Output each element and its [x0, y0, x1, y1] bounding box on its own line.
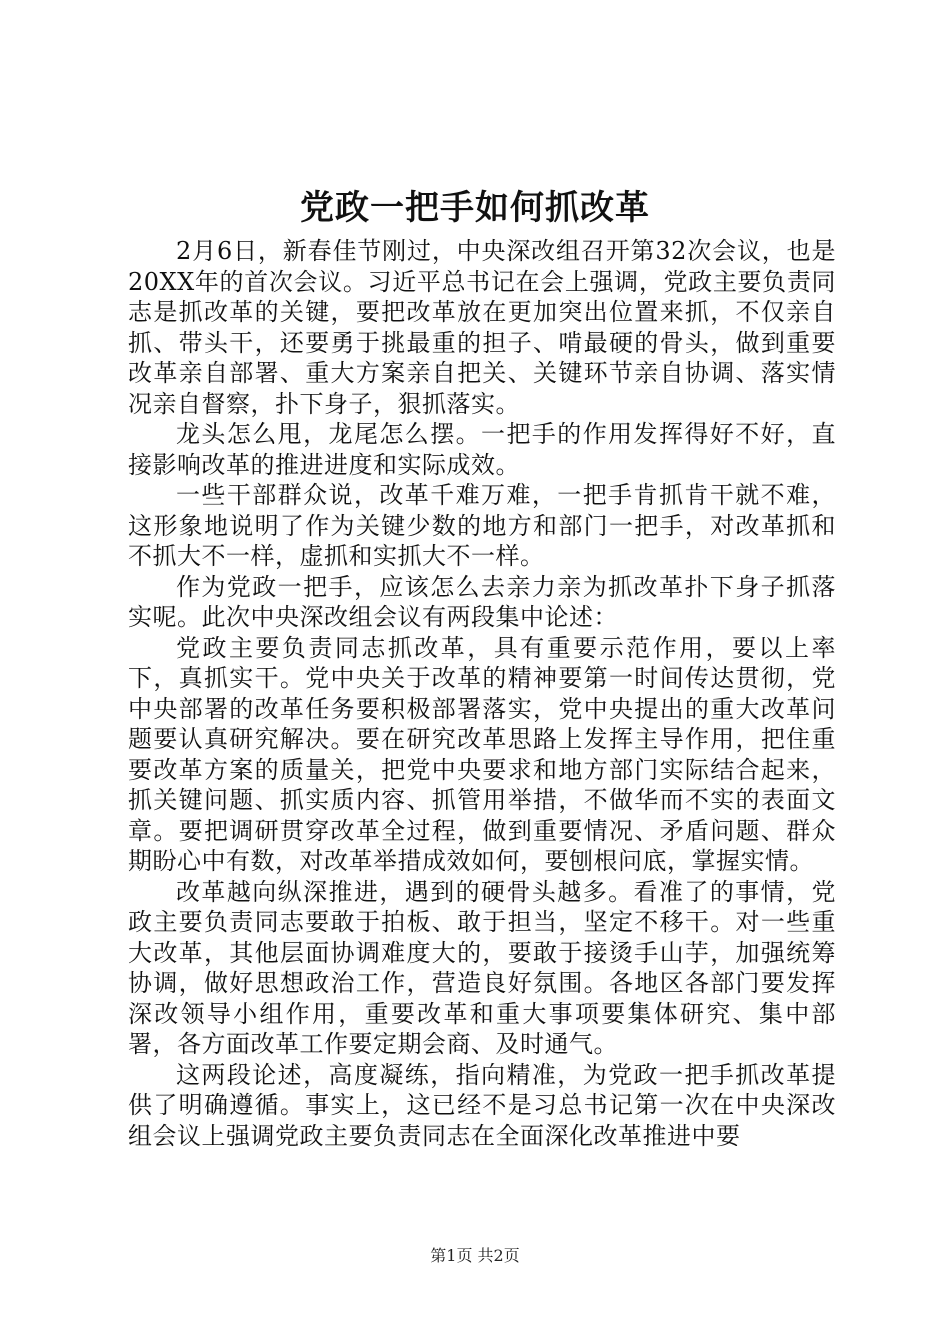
- paragraph: 党政主要负责同志抓改革，具有重要示范作用，要以上率下，真抓实干。党中央关于改革的精神要第一时间传达贯彻，党中央部署的改革任务要积极部署落实，党中央提出的重大改革问题要认真研究解决。要在研究改革思路上发挥主导作用，把住重要改革方案的质量关，把党中央要求和地方部门实际结合起来，抓关键问题、抓实质内容、抓管用举措，不做华而不实的表面文章。要把调研贯穿改革全过程，做到重要情况、矛盾问题、群众期盼心中有数，对改革举措成效如何，要刨根问底，掌握实情。: [128, 633, 836, 875]
- page-footer: 第1页 共2页: [430, 1246, 520, 1265]
- paragraph: 这两段论述，高度凝练，指向精准，为党政一把手抓改革提供了明确遵循。事实上，这已经不是习总书记第一次在中央深改组会议上强调党政主要负责同志在全面深化改革推进中要: [128, 1060, 836, 1150]
- paragraph: 2月6日，新春佳节刚过，中央深改组召开第32次会议，也是20XX年的首次会议。习近平总书记在会上强调，党政主要负责同志是抓改革的关键，要把改革放在更加突出位置来抓，不仅亲自抓、带头干，还要勇于挑最重的担子、啃最硬的骨头，做到重要改革亲自部署、重大方案亲自把关、关键环节亲自协调、落实情况亲自督察，扑下身子，狠抓落实。: [128, 237, 836, 418]
- document-body: [128, 236, 836, 1151]
- paragraph: 改革越向纵深推进，遇到的硬骨头越多。看准了的事情，党政主要负责同志要敢于拍板、敢于担当，坚定不移干。对一些重大改革，其他层面协调难度大的，要敢于接烫手山芋，加强统筹协调，做好思想政治工作，营造良好氛围。各地区各部门要发挥深改领导小组作用，重要改革和重大事项要集体研究、集中部署，各方面改革工作要定期会商、及时通气。: [128, 877, 836, 1058]
- paragraph: 龙头怎么甩，龙尾怎么摆。一把手的作用发挥得好不好，直接影响改革的推进进度和实际成效。: [128, 420, 836, 479]
- paragraph: 作为党政一把手，应该怎么去亲力亲为抓改革扑下身子抓落实呢。此次中央深改组会议有两段集中论述：: [128, 572, 836, 631]
- paragraph: 一些干部群众说，改革千难万难，一把手肯抓肯干就不难，这形象地说明了作为关键少数的地方和部门一把手，对改革抓和不抓大不一样，虚抓和实抓大不一样。: [128, 481, 836, 570]
- document-title: 党政一把手如何抓改革: [300, 188, 650, 228]
